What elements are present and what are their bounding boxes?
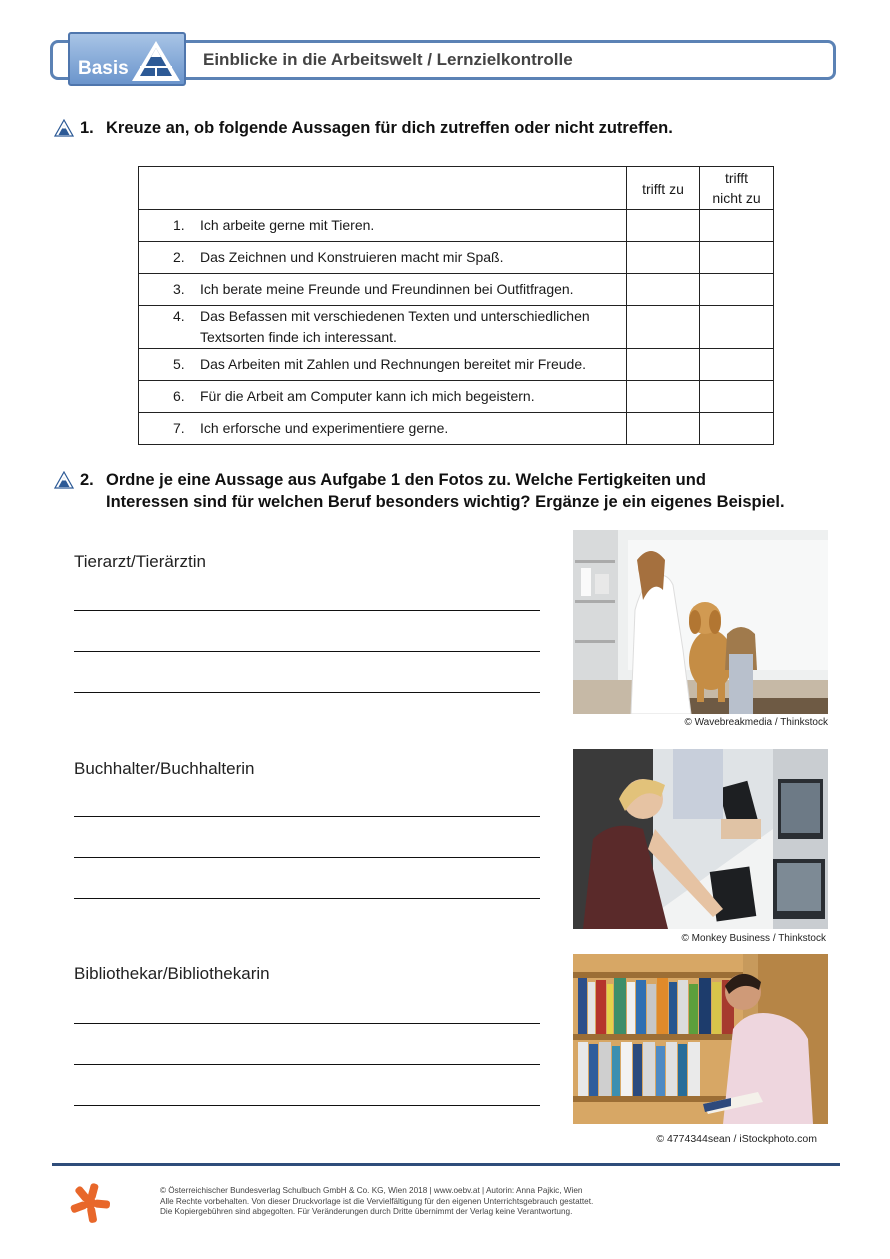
photo-accountant [573, 749, 828, 929]
statement-cell [139, 349, 627, 381]
table-row [139, 349, 774, 381]
photo-vet [573, 530, 828, 714]
statement-cell [139, 210, 627, 242]
statement-cell [139, 413, 627, 445]
table-row [139, 210, 774, 242]
statements-table [138, 166, 774, 445]
checkbox-not-applies[interactable] [700, 306, 774, 349]
row-number: 4. [173, 308, 185, 324]
writing-line[interactable] [74, 692, 540, 693]
checkbox-applies[interactable] [627, 381, 700, 413]
footer-line-3: Die Kopiergebühren sind abgegolten. Für Veränderungen durch Dritte übernimmt der Verlag keine Verantwortung. [160, 1207, 573, 1216]
footer-line-2: Alle Rechte vorbehalten. Von dieser Druckvorlage ist die Vervielfältigung für den eigenen Unterrichtsgebrauch gestattet. [160, 1196, 594, 1206]
header-not-applies-line1: trifft [724, 170, 749, 186]
row-text: Das Befassen mit verschiedenen Texten und unterschiedlichen Textsorten finde ich interessant. [200, 308, 590, 345]
task-1 [54, 117, 854, 141]
task-2-line2: Interessen sind für welchen Beruf besonders wichtig? Ergänze je ein eigenes Beispiel. [106, 493, 785, 511]
row-number: 1. [173, 217, 185, 233]
level-pyramid-icon [54, 119, 74, 137]
task-2-line1: Ordne je eine Aussage aus Aufgabe 1 den Fotos zu. Welche Fertigkeiten und [106, 471, 706, 489]
logo-text: Basis [78, 58, 129, 79]
job-label-librarian: Bibliothekar/Bibliothekarin [74, 964, 270, 983]
writing-line[interactable] [74, 610, 540, 611]
writing-line[interactable] [74, 1064, 540, 1065]
job-label-accountant: Buchhalter/Buchhalterin [74, 759, 255, 778]
checkbox-applies[interactable] [627, 413, 700, 445]
statement-cell [139, 306, 627, 349]
row-number: 6. [173, 388, 185, 404]
checkbox-not-applies[interactable] [700, 274, 774, 306]
header-applies-label: trifft zu [642, 181, 684, 197]
level-pyramid-icon [54, 471, 74, 489]
row-text: Das Arbeiten mit Zahlen und Rechnungen bereitet mir Freude. [200, 356, 586, 372]
table-row [139, 381, 774, 413]
writing-line[interactable] [74, 1023, 540, 1024]
row-text: Für die Arbeit am Computer kann ich mich begeistern. [200, 388, 535, 404]
photo-credit: © Monkey Business / Thinkstock [681, 933, 826, 944]
checkbox-not-applies[interactable] [700, 381, 774, 413]
writing-line[interactable] [74, 857, 540, 858]
task-1-text: Kreuze an, ob folgende Aussagen für dich zutreffen oder nicht zutreffen. [106, 119, 673, 137]
row-text: Ich erforsche und experimentiere gerne. [200, 420, 449, 436]
statement-cell [139, 274, 627, 306]
checkbox-applies[interactable] [627, 210, 700, 242]
checkbox-not-applies[interactable] [700, 210, 774, 242]
checkbox-not-applies[interactable] [700, 349, 774, 381]
checkbox-applies[interactable] [627, 349, 700, 381]
task-2-number: 2. [80, 471, 94, 489]
footer-line-1: © Österreichischer Bundesverlag Schulbuch GmbH & Co. KG, Wien 2018 | www.oebv.at | Autorin: Anna Pajkic, Wien [160, 1186, 583, 1195]
job-label-vet: Tierarzt/Tierärztin [74, 552, 206, 571]
row-text: Ich berate meine Freunde und Freundinnen bei Outfitfragen. [200, 281, 574, 297]
writing-line[interactable] [74, 816, 540, 817]
publisher-logo-icon [70, 1183, 110, 1223]
pyramid-logo-icon [130, 38, 182, 84]
table-row [139, 306, 774, 349]
row-text: Das Zeichnen und Konstruieren macht mir Spaß. [200, 249, 504, 265]
table-row [139, 413, 774, 445]
row-text: Ich arbeite gerne mit Tieren. [200, 217, 375, 233]
row-number: 5. [173, 356, 185, 372]
task-1-number: 1. [80, 119, 94, 137]
page-title: Einblicke in die Arbeitswelt / Lernzielkontrolle [203, 50, 573, 69]
photo-credit: © 4774344sean / iStockphoto.com [656, 1133, 817, 1145]
photo-credit: © Wavebreakmedia / Thinkstock [684, 717, 828, 728]
row-number: 2. [173, 249, 185, 265]
header-applies [627, 167, 700, 210]
row-number: 7. [173, 420, 185, 436]
basis-logo [68, 32, 186, 86]
statement-cell [139, 381, 627, 413]
row-number: 3. [173, 281, 185, 297]
statement-cell [139, 242, 627, 274]
writing-line[interactable] [74, 898, 540, 899]
writing-line[interactable] [74, 651, 540, 652]
checkbox-not-applies[interactable] [700, 242, 774, 274]
header-not-applies-line2: nicht zu [712, 190, 761, 206]
table-row [139, 242, 774, 274]
checkbox-applies[interactable] [627, 242, 700, 274]
table-row [139, 274, 774, 306]
photo-librarian [573, 954, 828, 1124]
checkbox-applies[interactable] [627, 306, 700, 349]
checkbox-applies[interactable] [627, 274, 700, 306]
task-2 [54, 469, 874, 515]
checkbox-not-applies[interactable] [700, 413, 774, 445]
footer-copyright [160, 1186, 593, 1218]
writing-line[interactable] [74, 1105, 540, 1106]
table-header-row [139, 167, 774, 210]
header-empty-cell [139, 167, 627, 210]
header-not-applies [700, 167, 774, 210]
footer-rule [52, 1163, 840, 1166]
